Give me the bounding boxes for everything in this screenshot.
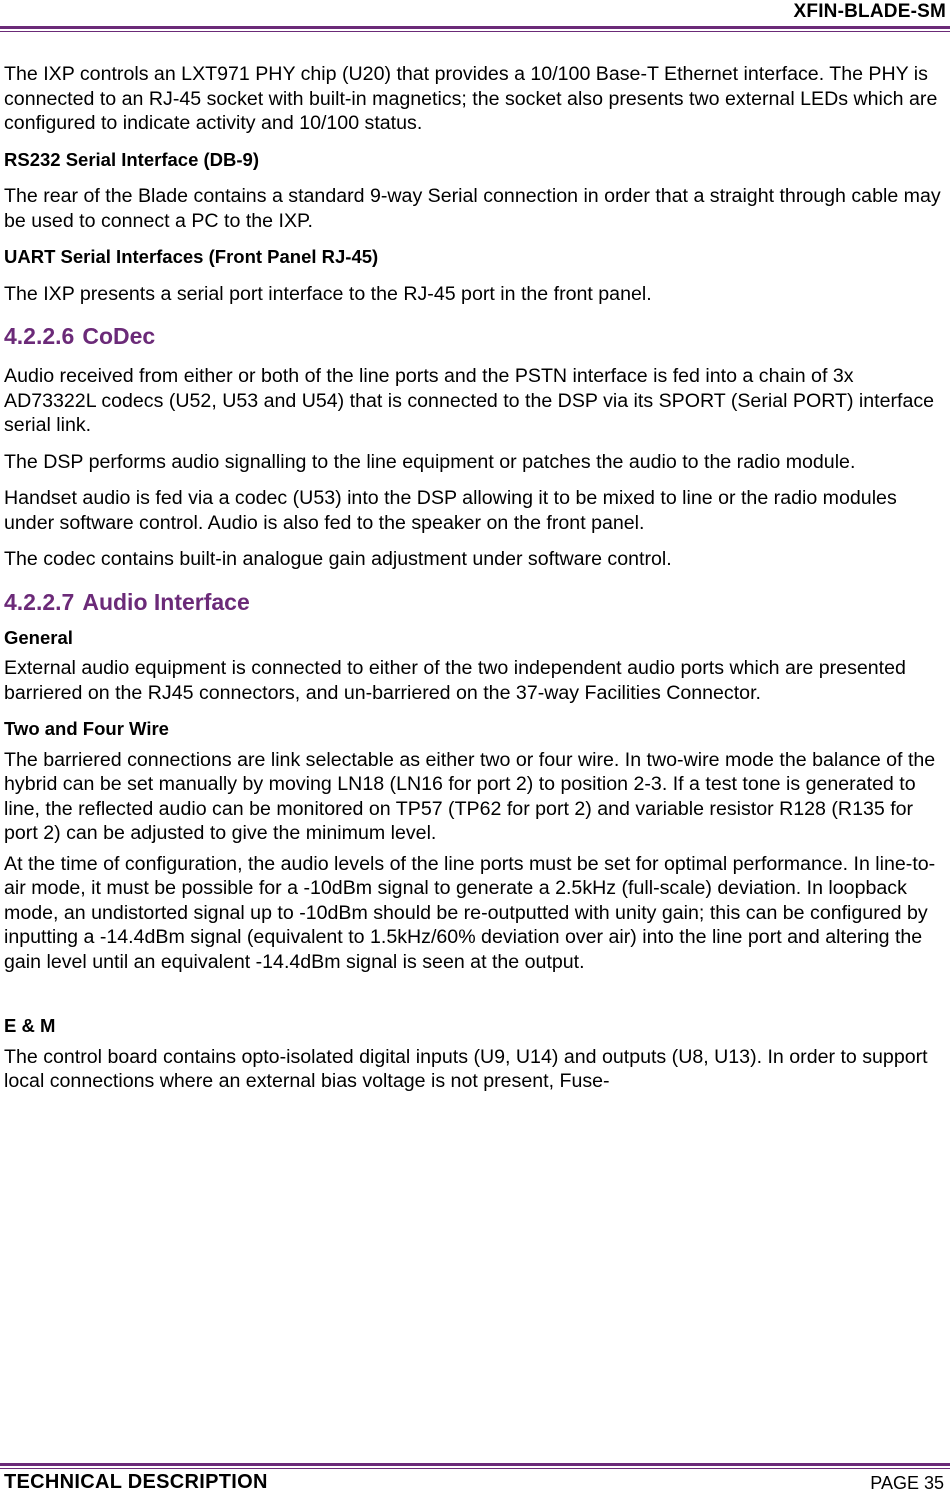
- section-number-audio: 4.2.2.7: [4, 588, 75, 615]
- footer-rule-thick: [0, 1463, 950, 1466]
- paragraph-rs232: The rear of the Blade contains a standard 9-way Serial connection in order that a straight through cable may be used to connect a PC to the IXP.: [4, 185, 941, 232]
- paragraph-two-four-wire: The barriered connections are link selectable as either two or four wire. In two-wire mode the balance of the hybrid can be set manually by moving LN18 (LN16 for port 2) to position 2-3. If a test tone is generated to line, the reflected audio can be monitored on TP57 (TP62 for port 2) and variable resistor R128 (R135 for port 2) can be adjusted to give the minimum level.: [4, 748, 936, 844]
- paragraph-general: External audio equipment is connected to either of the two independent audio ports which are presented barriered on the RJ45 connectors, and un-barriered on the 37-way Facilities Connector.: [4, 657, 906, 704]
- header-rule-thick: [0, 26, 950, 29]
- section-title-audio: Audio Interface: [82, 588, 250, 615]
- heading-general: General: [4, 626, 73, 648]
- section-heading-audio: [4, 588, 946, 616]
- heading-two-four-wire: Two and Four Wire: [4, 718, 169, 739]
- paragraph-ethernet: The IXP controls an LXT971 PHY chip (U20) that provides a 10/100 Base-T Ethernet interface. The PHY is connected to an RJ-45 socket with built-in magnetics; the socket also presents two external LEDs which are configured to indicate activity and 10/100 status.: [4, 63, 938, 134]
- paragraph-uart: The IXP presents a serial port interface to the RJ-45 port in the front panel.: [4, 282, 652, 305]
- page-content: [4, 62, 946, 1106]
- paragraph-e-and-m: The control board contains opto-isolated digital inputs (U9, U14) and outputs (U8, U13). In order to support local connections where an external bias voltage is not present, Fuse-: [4, 1045, 928, 1092]
- paragraph-codec-3: Handset audio is fed via a codec (U53) into the DSP allowing it to be mixed to line or the radio modules under software control. Audio is also fed to the speaker on the front panel.: [4, 487, 897, 534]
- page-header-title: XFIN-BLADE-SM: [793, 1, 946, 22]
- paragraph-codec-4: The codec contains built-in analogue gain adjustment under software control.: [4, 548, 672, 570]
- paragraph-configuration: At the time of configuration, the audio levels of the line ports must be set for optimal performance. In line-to-air mode, it must be possible for a -10dBm signal to generate a 2.5kHz (full-scale) deviation. In loopback mode, an undistorted signal up to -10dBm should be re-outputted with unity gain; this can be configured by inputting a -14.4dBm signal (equivalent to 1.5kHz/60% deviation over air) into the line port and altering the gain level until an equivalent -14.4dBm signal is seen at the output.: [4, 852, 936, 973]
- heading-uart: UART Serial Interfaces (Front Panel RJ-45): [4, 246, 379, 267]
- section-heading-codec: [4, 322, 946, 350]
- section-title-codec: CoDec: [82, 323, 156, 349]
- heading-e-and-m: E & M: [4, 1015, 56, 1036]
- section-number-codec: 4.2.2.6: [4, 323, 75, 349]
- paragraph-codec-1: Audio received from either or both of the line ports and the PSTN interface is fed into a chain of 3x AD73322L codecs (U52, U53 and U54) that is connected to the DSP via its SPORT (Serial PORT) interface serial link.: [4, 365, 935, 436]
- footer-section-label: TECHNICAL DESCRIPTION: [4, 1471, 268, 1493]
- heading-rs232: RS232 Serial Interface (DB-9): [4, 148, 259, 170]
- paragraph-codec-2: The DSP performs audio signalling to the line equipment or patches the audio to the radio module.: [4, 450, 856, 473]
- header-rule-thin: [0, 31, 950, 32]
- footer-page-number: PAGE 35: [870, 1473, 944, 1493]
- footer-rule-thin: [0, 1468, 950, 1469]
